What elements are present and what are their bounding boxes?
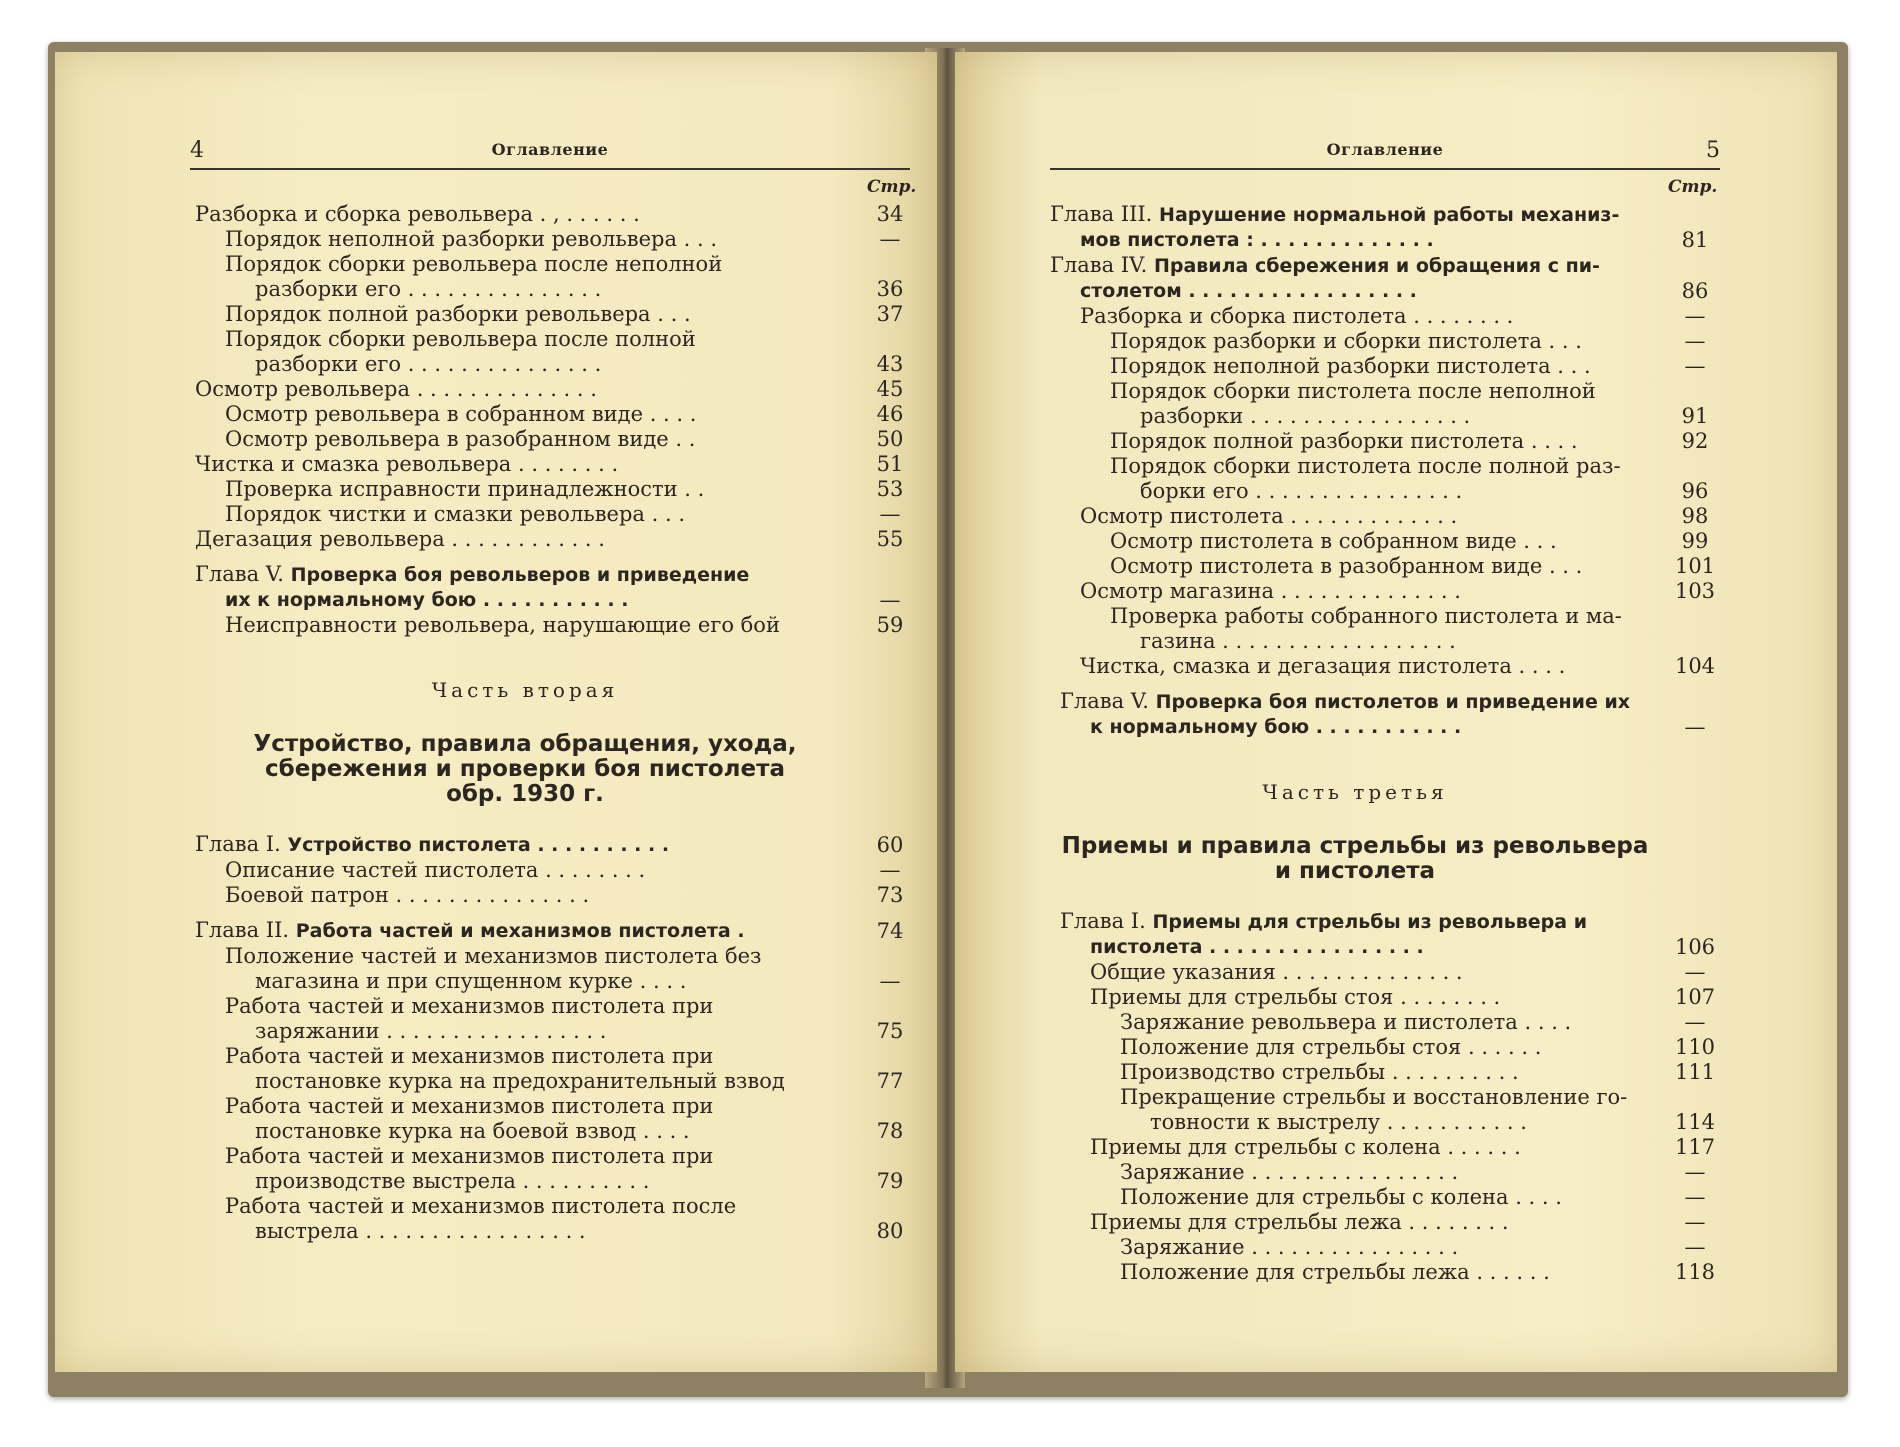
- toc-entry: [1050, 1085, 1730, 1110]
- right-running-head: [1050, 132, 1720, 170]
- toc-entry: [195, 277, 925, 302]
- left-ch5-prefix: Глава V.: [195, 562, 284, 586]
- toc-entry-text: производстве выстрела . . . . . . . . . .: [255, 1169, 650, 1193]
- toc-entry-page: 92: [1681, 429, 1709, 453]
- toc-entry: [195, 427, 925, 452]
- toc-entry-text: Положение для стрельбы стоя . . . . . .: [1120, 1035, 1542, 1059]
- toc-entry-text: постановке курка на боевой взвод . . . .: [255, 1119, 690, 1143]
- toc-entry-text: Порядок неполной разборки пистолета . . .: [1110, 354, 1591, 378]
- toc-entry-page: —: [1684, 960, 1706, 984]
- toc-entry-page: 79: [876, 1169, 904, 1193]
- toc-entry-page: 103: [1674, 579, 1716, 603]
- toc-entry-text: Осмотр магазина . . . . . . . . . . . . . .: [1080, 579, 1461, 603]
- toc-entry: [195, 477, 925, 502]
- right-ch5-title: Проверка боя пистолетов и приведение их: [1155, 691, 1631, 713]
- toc-entry-text: Работа частей и механизмов пистолета после: [225, 1194, 737, 1218]
- toc-entry-continuation: [195, 1169, 925, 1194]
- toc-entry-text: Положение частей и механизмов пистолета без: [225, 944, 762, 968]
- toc-entry: [195, 502, 925, 527]
- toc-entry: [195, 227, 925, 252]
- toc-entry: [1050, 1135, 1730, 1160]
- toc-entry: [1050, 1235, 1730, 1260]
- toc-entry-page: 110: [1674, 1035, 1716, 1059]
- toc-entry-text: Работа частей и механизмов пистолета при: [225, 1144, 714, 1168]
- toc-entry-text: Порядок сборки револьвера после неполной: [225, 252, 723, 276]
- toc-entry-page: 45: [876, 377, 904, 401]
- left-toc-top-list: [195, 202, 925, 552]
- toc-entry-page: —: [879, 502, 901, 526]
- left-section-title-line1: Устройство, правила обращения, ухода,: [253, 731, 797, 757]
- right-running-title: Оглавление: [1326, 140, 1444, 159]
- left-ch1-prefix: Глава I.: [195, 832, 281, 856]
- toc-entry: [1050, 1110, 1730, 1135]
- toc-entry-text: Приемы для стрельбы лежа . . . . . . . .: [1090, 1210, 1509, 1234]
- right-ch4-row2: [1050, 279, 1730, 304]
- toc-entry: [195, 327, 925, 352]
- left-ch5-title: Проверка боя револьверов и приведение: [290, 564, 750, 586]
- right-toc: [1050, 202, 1730, 1285]
- toc-entry-text: Положение для стрельбы с колена . . . .: [1120, 1185, 1562, 1209]
- right-ch1-prefix: Глава I.: [1060, 909, 1146, 933]
- right-ch1-row: [1050, 909, 1730, 935]
- left-ch1-row: [195, 832, 925, 858]
- toc-entry-text: Порядок разборки и сборки пистолета . . .: [1110, 329, 1582, 353]
- toc-entry-page: 53: [876, 477, 904, 501]
- toc-entry-text: Осмотр пистолета . . . . . . . . . . . . .: [1080, 504, 1458, 528]
- toc-entry: [195, 883, 925, 908]
- toc-entry-page: 34: [876, 202, 904, 226]
- left-ch2-page: 74: [876, 919, 904, 943]
- left-section-title-line3: обр. 1930 г.: [446, 781, 604, 807]
- toc-entry-page: 46: [876, 402, 904, 426]
- right-ch1-row2: [1050, 935, 1730, 960]
- left-ch1-title: Устройство пистолета . . . . . . . . . .: [287, 834, 670, 856]
- toc-entry: [195, 1144, 925, 1169]
- toc-entry-text: Чистка, смазка и дегазация пистолета . . . .: [1080, 654, 1566, 678]
- right-ch4-line2: столетом . . . . . . . . . . . . . . . . .: [1080, 280, 1417, 302]
- toc-entry-text: Общие указания . . . . . . . . . . . . . .: [1090, 960, 1463, 984]
- toc-entry-text: разборки его . . . . . . . . . . . . . . .: [255, 352, 602, 376]
- toc-entry: [1050, 985, 1730, 1010]
- toc-entry: [195, 994, 925, 1019]
- right-ch1-title: Приемы для стрельбы из револьвера и: [1152, 911, 1588, 933]
- toc-entry-text: Работа частей и механизмов пистолета при: [225, 994, 714, 1018]
- left-ch1-page: 60: [876, 833, 904, 857]
- right-ch4-title: Правила сбережения и обращения с пи-: [1153, 255, 1600, 277]
- toc-entry-text: Производство стрельбы . . . . . . . . . .: [1120, 1060, 1519, 1084]
- left-ch2-sub-list: [195, 944, 925, 1244]
- toc-entry-page: —: [1684, 304, 1706, 328]
- toc-entry-page: 99: [1681, 529, 1709, 553]
- left-page-number: 4: [190, 138, 204, 163]
- toc-entry-text: постановке курка на предохранительный взвод: [255, 1069, 785, 1093]
- toc-entry-page: 117: [1674, 1135, 1716, 1159]
- right-section-title-line2: и пистолета: [1274, 858, 1436, 884]
- toc-entry: [1050, 1035, 1730, 1060]
- toc-entry: [1050, 554, 1730, 579]
- toc-entry-page: 107: [1674, 985, 1716, 1009]
- toc-entry-text: Прекращение стрельбы и восстановление го-: [1120, 1085, 1628, 1109]
- toc-entry: [1050, 604, 1730, 629]
- toc-entry-page: 96: [1681, 479, 1709, 503]
- toc-entry-page: 37: [876, 302, 904, 326]
- toc-entry: [195, 1094, 925, 1119]
- right-ch4-row: [1050, 253, 1730, 279]
- toc-entry: [1050, 960, 1730, 985]
- toc-entry: [1050, 1060, 1730, 1085]
- toc-entry-text: Дегазация револьвера . . . . . . . . . . . .: [195, 527, 605, 551]
- toc-entry: [1050, 404, 1730, 429]
- toc-entry-text: магазина и при спущенном курке . . . .: [255, 969, 687, 993]
- toc-entry-page: 80: [876, 1219, 904, 1243]
- toc-entry-text: Порядок сборки пистолета после полной раз-: [1110, 454, 1621, 478]
- toc-entry-page: 43: [876, 352, 904, 376]
- toc-entry: [195, 402, 925, 427]
- toc-entry: [1050, 1260, 1730, 1285]
- toc-entry-text: Приемы для стрельбы с колена . . . . . .: [1090, 1135, 1521, 1159]
- left-page: [55, 52, 937, 1372]
- toc-entry-text: Боевой патрон . . . . . . . . . . . . . . .: [225, 883, 590, 907]
- toc-entry-page: —: [1684, 1185, 1706, 1209]
- toc-entry-text: Порядок чистки и смазки револьвера . . .: [225, 502, 685, 526]
- toc-entry: [195, 352, 925, 377]
- toc-entry-text: Порядок неполной разборки револьвера . . .: [225, 227, 718, 251]
- right-ch5-line2: к нормальному бою . . . . . . . . . . .: [1090, 716, 1462, 738]
- left-ch5-row2: [195, 588, 925, 613]
- toc-entry-page: —: [1684, 354, 1706, 378]
- toc-entry: [1050, 1010, 1730, 1035]
- toc-entry: [1050, 429, 1730, 454]
- toc-entry-page: 98: [1681, 504, 1709, 528]
- left-ch2-title: Работа частей и механизмов пистолета .: [295, 920, 745, 942]
- left-part-heading: Часть вторая: [431, 678, 619, 702]
- toc-entry: [195, 1194, 925, 1219]
- toc-entry-text: Разборка и сборка пистолета . . . . . . . .: [1080, 304, 1514, 328]
- left-ch5-line2: их к нормальному бою . . . . . . . . . . .: [225, 589, 629, 611]
- toc-entry: [195, 452, 925, 477]
- toc-entry-text: Осмотр пистолета в собранном виде . . .: [1110, 529, 1557, 553]
- toc-entry: [1050, 304, 1730, 329]
- right-page: [955, 52, 1837, 1372]
- left-toc: [195, 202, 925, 1244]
- toc-entry-text: Приемы для стрельбы стоя . . . . . . . .: [1090, 985, 1501, 1009]
- right-ch5-page: —: [1684, 715, 1706, 739]
- toc-entry-text: выстрела . . . . . . . . . . . . . . . . .: [255, 1219, 586, 1243]
- toc-entry-page: —: [1684, 329, 1706, 353]
- toc-entry: [1050, 454, 1730, 479]
- toc-entry-page: 36: [876, 277, 904, 301]
- toc-entry-page: 78: [876, 1119, 904, 1143]
- left-ch5-sub-page: 59: [876, 613, 904, 637]
- toc-entry-page: 118: [1674, 1260, 1716, 1284]
- toc-entry-text: Порядок полной разборки револьвера . . .: [225, 302, 691, 326]
- toc-entry-text: заряжании . . . . . . . . . . . . . . . . .: [255, 1019, 607, 1043]
- toc-entry-page: 104: [1674, 654, 1716, 678]
- right-ch3-row2: [1050, 228, 1730, 253]
- right-page-number: 5: [1706, 138, 1720, 163]
- right-section-title-line1: Приемы и правила стрельбы из револьвера: [1061, 833, 1649, 859]
- toc-entry-page: —: [1684, 1160, 1706, 1184]
- right-ch4-prefix: Глава IV.: [1050, 253, 1148, 277]
- left-str-label: Стр.: [867, 177, 917, 197]
- toc-entry: [1050, 654, 1730, 679]
- toc-entry: [195, 527, 925, 552]
- toc-entry-page: —: [879, 858, 901, 882]
- left-ch5-page: —: [879, 588, 901, 612]
- toc-entry: [1050, 629, 1730, 654]
- toc-entry-page: 73: [876, 883, 904, 907]
- right-ch3-title: Нарушение нормальной работы механиз-: [1159, 204, 1620, 226]
- toc-entry-continuation: [195, 1119, 925, 1144]
- toc-entry: [195, 302, 925, 327]
- right-toc-list-2: [1050, 960, 1730, 1285]
- toc-entry: [195, 944, 925, 969]
- toc-entry-page: —: [1684, 1235, 1706, 1259]
- toc-entry-continuation: [195, 1019, 925, 1044]
- left-ch2-row: [195, 918, 925, 944]
- toc-entry: [1050, 1160, 1730, 1185]
- right-ch1-line2: пистолета . . . . . . . . . . . . . . . .: [1090, 936, 1424, 958]
- left-section-title-line2: сбережения и проверки боя пистолета: [265, 756, 785, 782]
- right-ch5-prefix: Глава V.: [1060, 689, 1149, 713]
- toc-entry: [195, 858, 925, 883]
- toc-entry-text: Описание частей пистолета . . . . . . . .: [225, 858, 646, 882]
- left-ch5-sub: [195, 613, 925, 638]
- toc-entry-page: —: [1684, 1210, 1706, 1234]
- toc-entry-text: Работа частей и механизмов пистолета при: [225, 1094, 714, 1118]
- left-ch2-prefix: Глава II.: [195, 918, 290, 942]
- toc-entry-text: Осмотр револьвера в собранном виде . . . .: [225, 402, 697, 426]
- toc-entry-text: Разборка и сборка револьвера . , . . . . . .: [195, 202, 640, 226]
- toc-entry: [195, 377, 925, 402]
- toc-entry-text: Заряжание . . . . . . . . . . . . . . . .: [1120, 1160, 1459, 1184]
- right-ch4-page: 86: [1681, 279, 1709, 303]
- toc-entry: [195, 202, 925, 227]
- right-ch3-row: [1050, 202, 1730, 228]
- toc-entry-text: Чистка и смазка револьвера . . . . . . . .: [195, 452, 619, 476]
- toc-entry-text: Осмотр револьвера . . . . . . . . . . . . . .: [195, 377, 597, 401]
- toc-entry-text: Проверка исправности принадлежности . .: [225, 477, 705, 501]
- toc-entry: [1050, 529, 1730, 554]
- toc-entry-page: 55: [876, 527, 904, 551]
- toc-entry-text: борки его . . . . . . . . . . . . . . . .: [1140, 479, 1463, 503]
- toc-entry-text: Порядок полной разборки пистолета . . . .: [1110, 429, 1578, 453]
- toc-entry-page: 50: [876, 427, 904, 451]
- toc-entry: [195, 252, 925, 277]
- right-ch5-row2: [1050, 715, 1730, 740]
- right-ch5-row: [1050, 689, 1730, 715]
- right-toc-list: [1050, 304, 1730, 679]
- toc-entry: [1050, 329, 1730, 354]
- toc-entry-page: 114: [1674, 1110, 1716, 1134]
- left-ch5-sub-text: Неисправности револьвера, нарушающие его бой: [225, 613, 780, 637]
- toc-entry-page: —: [1684, 1010, 1706, 1034]
- toc-entry-text: Проверка работы собранного пистолета и ма-: [1110, 604, 1622, 628]
- toc-entry-text: Работа частей и механизмов пистолета при: [225, 1044, 714, 1068]
- toc-entry-text: товности к выстрелу . . . . . . . . . . .: [1150, 1110, 1527, 1134]
- toc-entry: [1050, 1185, 1730, 1210]
- toc-entry-page: 101: [1674, 554, 1716, 578]
- toc-entry: [1050, 504, 1730, 529]
- toc-entry-text: Положение для стрельбы лежа . . . . . .: [1120, 1260, 1550, 1284]
- toc-entry-page: —: [879, 227, 901, 251]
- left-ch1-sub-list: [195, 858, 925, 908]
- left-ch5-row: [195, 562, 925, 588]
- toc-entry-text: газина . . . . . . . . . . . . . . . . . .: [1140, 629, 1456, 653]
- right-ch3-prefix: Глава III.: [1050, 202, 1153, 226]
- left-running-head: [190, 132, 910, 170]
- toc-entry: [1050, 1210, 1730, 1235]
- toc-entry-page: —: [879, 969, 901, 993]
- toc-entry: [1050, 579, 1730, 604]
- toc-entry: [1050, 479, 1730, 504]
- toc-entry-continuation: [195, 1069, 925, 1094]
- toc-entry-text: Порядок сборки револьвера после полной: [225, 327, 696, 351]
- toc-entry-page: 51: [876, 452, 904, 476]
- toc-entry-continuation: [195, 969, 925, 994]
- toc-entry-text: Осмотр пистолета в разобранном виде . . .: [1110, 554, 1583, 578]
- toc-entry-text: Порядок сборки пистолета после неполной: [1110, 379, 1596, 403]
- toc-entry-page: 75: [876, 1019, 904, 1043]
- toc-entry: [195, 1044, 925, 1069]
- toc-entry-text: Осмотр револьвера в разобранном виде . .: [225, 427, 696, 451]
- toc-entry: [1050, 379, 1730, 404]
- left-running-title: Оглавление: [491, 140, 609, 159]
- right-str-label: Стр.: [1668, 177, 1718, 197]
- toc-entry-text: разборки . . . . . . . . . . . . . . . . .: [1140, 404, 1471, 428]
- toc-entry-text: Заряжание револьвера и пистолета . . . .: [1120, 1010, 1572, 1034]
- toc-entry-continuation: [195, 1219, 925, 1244]
- toc-entry: [1050, 354, 1730, 379]
- right-section-title: [1050, 834, 1730, 884]
- left-section-title: [195, 732, 925, 807]
- toc-entry-page: 91: [1681, 404, 1709, 428]
- right-part-heading: Часть третья: [1262, 780, 1448, 804]
- right-ch3-line2: мов пистолета : . . . . . . . . . . . . .: [1080, 229, 1434, 251]
- toc-entry-page: 77: [876, 1069, 904, 1093]
- right-ch1-page: 106: [1674, 935, 1716, 959]
- toc-entry-text: разборки его . . . . . . . . . . . . . . .: [255, 277, 602, 301]
- toc-entry-text: Заряжание . . . . . . . . . . . . . . . .: [1120, 1235, 1459, 1259]
- toc-entry-page: 111: [1674, 1060, 1716, 1084]
- right-ch3-page: 81: [1681, 228, 1709, 252]
